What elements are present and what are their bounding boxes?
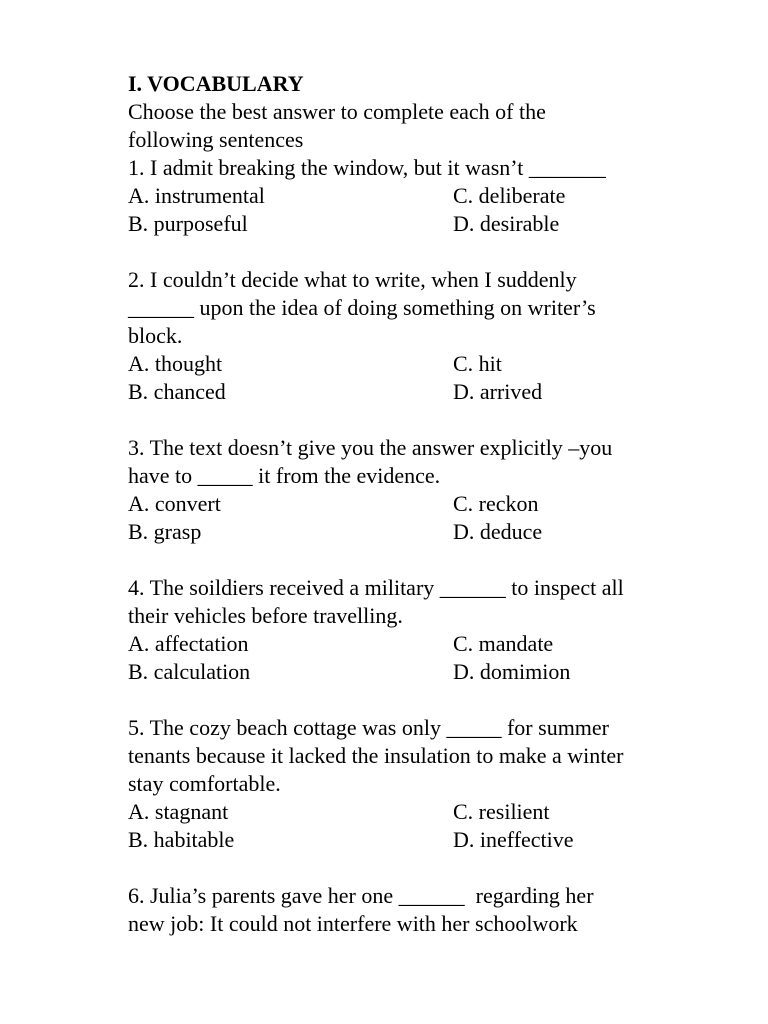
option-b: B. purposeful	[128, 211, 248, 236]
option-b: B. calculation	[128, 659, 251, 684]
answer-options	[128, 182, 728, 238]
option-b: B. grasp	[128, 519, 202, 544]
question-text: 6. Julia’s parents gave her one ______ regarding her	[128, 883, 594, 908]
instruction-line: Choose the best answer to complete each of the	[128, 99, 546, 124]
question-text: 4. The soildiers received a military ______ to inspect all	[128, 575, 624, 600]
option-a: A. affectation	[128, 631, 249, 656]
instruction-line: following sentences	[128, 127, 304, 152]
question-text: their vehicles before travelling.	[128, 603, 403, 628]
option-a: A. instrumental	[128, 183, 265, 208]
question-5	[128, 714, 728, 854]
answer-options	[128, 490, 728, 546]
question-text: block.	[128, 323, 183, 348]
question-text: tenants because it lacked the insulation to make a winter	[128, 743, 624, 768]
question-text: 2. I couldn’t decide what to write, when I suddenly	[128, 267, 577, 292]
worksheet-content	[128, 70, 728, 966]
option-c: C. mandate	[453, 631, 554, 656]
question-text: stay comfortable.	[128, 771, 281, 796]
answer-options	[128, 350, 728, 406]
option-c: C. hit	[453, 351, 502, 376]
option-b: B. chanced	[128, 379, 226, 404]
question-1	[128, 154, 728, 238]
section-heading: I. VOCABULARY	[128, 71, 304, 96]
question-4	[128, 574, 728, 686]
option-c: C. reckon	[453, 491, 539, 516]
option-d: D. arrived	[453, 379, 543, 404]
option-a: A. convert	[128, 491, 221, 516]
question-3	[128, 434, 728, 546]
question-text: 1. I admit breaking the window, but it wasn’t _______	[128, 155, 606, 180]
question-text: 5. The cozy beach cottage was only _____ for summer	[128, 715, 610, 740]
question-text: ______ upon the idea of doing something on writer’s	[128, 295, 596, 320]
question-text: new job: It could not interfere with her schoolwork	[128, 911, 578, 936]
option-d: D. domimion	[453, 659, 571, 684]
question-text: 3. The text doesn’t give you the answer explicitly –you	[128, 435, 613, 460]
option-c: C. resilient	[453, 799, 550, 824]
question-text: have to _____ it from the evidence.	[128, 463, 441, 488]
option-d: D. ineffective	[453, 827, 574, 852]
option-a: A. stagnant	[128, 799, 229, 824]
question-2	[128, 266, 728, 406]
answer-options	[128, 798, 728, 854]
question-6	[128, 882, 728, 938]
option-b: B. habitable	[128, 827, 235, 852]
answer-options	[128, 630, 728, 686]
option-d: D. desirable	[453, 211, 560, 236]
option-a: A. thought	[128, 351, 223, 376]
option-c: C. deliberate	[453, 183, 566, 208]
option-d: D. deduce	[453, 519, 543, 544]
